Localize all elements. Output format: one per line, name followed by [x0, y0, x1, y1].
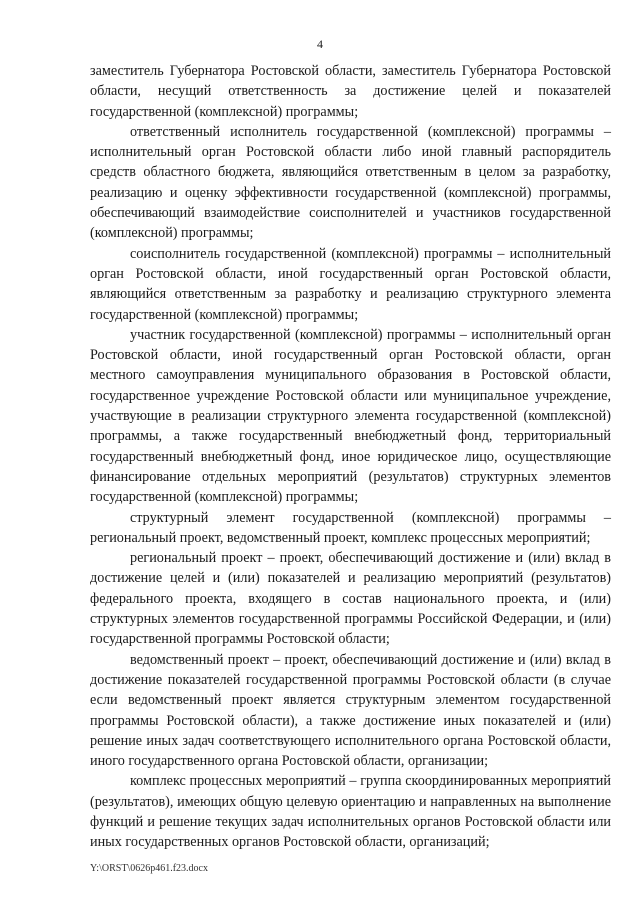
page-number: 4: [317, 37, 323, 51]
paragraph-responsible-executor: ответственный исполнитель государственной (комплексной) программы – исполнительный орган Ростовской области либо иной главный распорядитель средств областного бюджета, являющийся ответственным в целом за разработку, реализацию и оценку эффективности государственной (комплексной) программы, обеспечивающий взаимодействие соисполнителей и участников государственной (комплексной) программы;: [90, 123, 611, 242]
paragraph-deputy-governor: заместитель Губернатора Ростовской области, заместитель Губернатора Ростовской области, несущий ответственность за достижение целей и показателей государственной (комплексной) программы;: [90, 63, 611, 120]
paragraph-co-executor: соисполнитель государственной (комплексной) программы – исполнительный орган Ростовской области, иной государственный орган Ростовской области, являющийся ответственным за разработку и реализацию структурного элемента государственной (комплексной) программы;: [90, 245, 611, 323]
paragraph-participant: участник государственной (комплексной) программы – исполнительный орган Ростовской области, иной государственный орган Ростовской области, орган местного самоуправления муниципального образования в Ростовской области, государственное учреждение Ростовской области или муниципальное учреждение, участвующие в реализации структурного элемента государственной (комплексной) программы, а также государственный внебюджетный фонд, территориальный государственный внебюджетный фонд, иное юридическое лицо, осуществляющие финансирование отдельных мероприятий (результатов) структурных элементов государственной (комплексной) программы;: [90, 326, 611, 506]
paragraph-departmental-project: ведомственный проект – проект, обеспечивающий достижение и (или) вклад в достижение показателей государственной программы Ростовской области (в случае если ведомственный проект является структурным элементом государственной программы Ростовской области), а также достижение иных показателей и (или) решение иных задач соответствующего исполнительного органа Ростовской области, иного государственного органа Ростовской области, организации;: [90, 651, 611, 770]
paragraph-process-complex: комплекс процессных мероприятий – группа скоординированных мероприятий (результатов), имеющих общую целевую ориентацию и направленных на выполнение функций и решение текущих задач исполнительных органов Ростовской области или иных государственных органов Ростовской области, организаций;: [90, 773, 611, 851]
document-body: [90, 61, 611, 853]
paragraph-structural-element: структурный элемент государственной (комплексной) программы – региональный проект, ведомственный проект, комплекс процессных мероприятий;: [90, 509, 611, 546]
footer-file-path: Y:\ORST\0626p461.f23.docx: [90, 863, 208, 874]
paragraph-regional-project: региональный проект – проект, обеспечивающий достижение и (или) вклад в достижение целей и (или) показателей и реализацию мероприятий (результатов) федерального проекта, входящего в состав национального проекта, и (или) структурных элементов государственной программы Российской Федерации, и (или) государственной программы Ростовской области;: [90, 550, 611, 648]
